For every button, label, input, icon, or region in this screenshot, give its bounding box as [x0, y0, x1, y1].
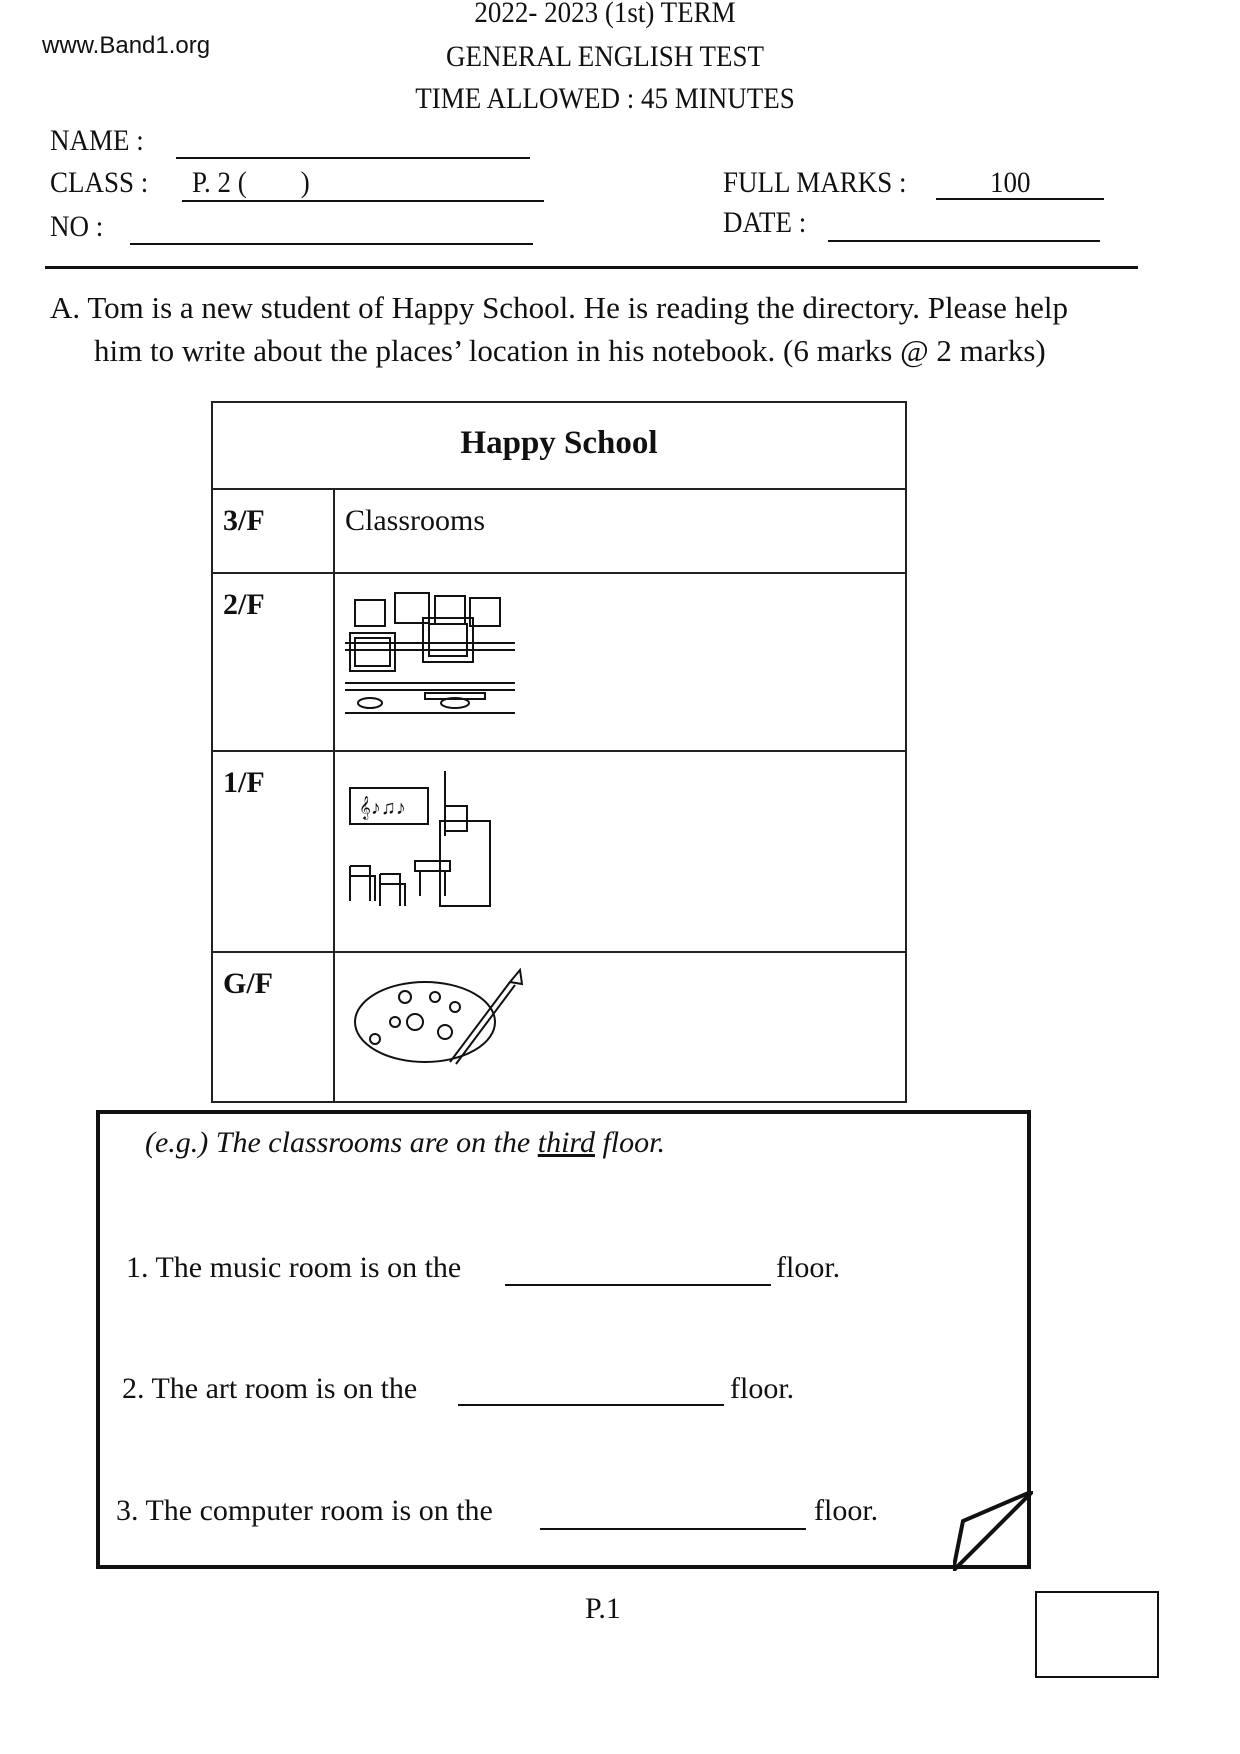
name-label: NAME :	[50, 124, 144, 157]
floor-label: 1/F	[212, 751, 334, 952]
no-label: NO :	[50, 210, 104, 243]
section-a-line1: A. Tom is a new student of Happy School. He is reading the directory. Please help	[50, 290, 1069, 325]
floor-label: 3/F	[212, 489, 334, 573]
computer-room-icon	[345, 588, 525, 728]
class-label: CLASS :	[50, 166, 149, 199]
computer-room-cell	[334, 573, 906, 751]
divider	[45, 266, 1138, 269]
question-2-end: floor.	[730, 1372, 795, 1405]
notebook-box	[96, 1110, 1031, 1569]
directory-title: Happy School	[212, 402, 906, 489]
svg-text:𝄞♪♫♪: 𝄞♪♫♪	[359, 797, 406, 819]
floor-label: G/F	[212, 952, 334, 1102]
date-label: DATE :	[723, 206, 807, 239]
class-value: P. 2 ( )	[192, 166, 310, 199]
question-1-end: floor.	[776, 1251, 841, 1284]
art-room-cell	[334, 952, 906, 1102]
music-room-icon	[345, 766, 505, 916]
floor-label: 2/F	[212, 573, 334, 751]
example-answer: third	[537, 1126, 595, 1159]
question-3-end: floor.	[814, 1494, 879, 1527]
art-palette-icon	[345, 967, 525, 1067]
answer-1-field[interactable]	[505, 1284, 771, 1286]
test-title: GENERAL ENGLISH TEST	[446, 40, 764, 73]
time-allowed: TIME ALLOWED : 45 MINUTES	[415, 82, 795, 115]
directory-table	[211, 401, 907, 1103]
section-a-line2: him to write about the places’ location in his notebook. (6 marks @ 2 marks)	[94, 333, 1046, 368]
watermark: www.Band1.org	[42, 32, 211, 59]
answer-2-field[interactable]	[458, 1404, 724, 1406]
no-field[interactable]	[130, 243, 533, 245]
example-sentence	[145, 1126, 665, 1160]
class-field[interactable]	[182, 200, 544, 202]
example-suffix: floor.	[594, 1126, 665, 1159]
full-marks-line	[936, 198, 1104, 200]
question-3: 3. The computer room is on the	[116, 1494, 493, 1527]
place-classrooms: Classrooms	[334, 489, 906, 573]
music-room-cell	[334, 751, 906, 952]
page-number: P.1	[585, 1592, 621, 1625]
name-field[interactable]	[176, 157, 530, 159]
answer-3-field[interactable]	[540, 1528, 806, 1530]
date-field[interactable]	[828, 240, 1100, 242]
score-box[interactable]	[1035, 1591, 1159, 1678]
term-heading: 2022- 2023 (1st) TERM	[474, 0, 736, 29]
question-1: 1. The music room is on the	[126, 1251, 462, 1284]
full-marks-value: 100	[990, 166, 1031, 199]
example-prefix: (e.g.) The classrooms are on the	[145, 1126, 538, 1159]
full-marks-label: FULL MARKS :	[723, 166, 907, 199]
page-curl-icon	[953, 1491, 1033, 1571]
question-2: 2. The art room is on the	[122, 1372, 418, 1405]
